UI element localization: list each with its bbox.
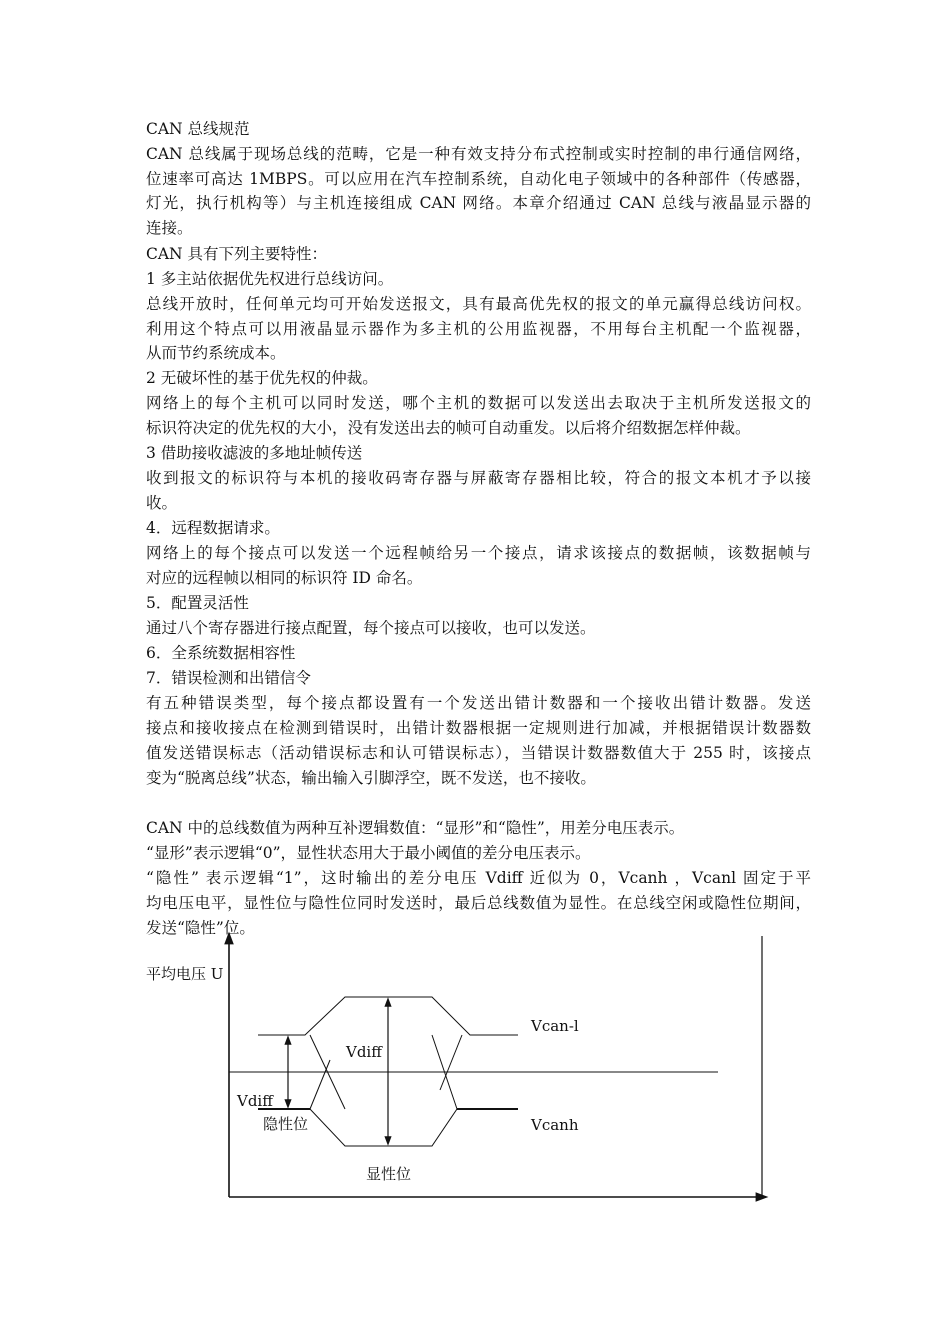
paragraph-line: 接点和接收接点在检测到错误时，出错计数器根据一定规则进行加减，并根据错误计数器数 <box>146 719 811 737</box>
paragraph-line: 从而节约系统成本。 <box>146 344 286 362</box>
paragraph-line: CAN 总线属于现场总线的范畴，它是一种有效支持分布式控制或实时控制的串行通信网络， <box>146 145 811 163</box>
list-item-heading: 5．配置灵活性 <box>146 594 249 612</box>
vcan-h-label: Vcanh <box>531 1116 579 1134</box>
section-heading: CAN 具有下列主要特性： <box>146 245 328 263</box>
paragraph-line: 灯光，执行机构等）与主机连接组成 CAN 网络。本章介绍通过 CAN 总线与液晶显示器的 <box>146 194 811 212</box>
list-item-heading: 1 多主站依据优先权进行总线访问。 <box>146 270 394 288</box>
paragraph-line: 连接。 <box>146 219 193 237</box>
paragraph-line: “显形”表示逻辑“0”，显性状态用大于最小阈值的差分电压表示。 <box>146 844 591 862</box>
vdiff-dominant-label: Vdiff <box>346 1043 382 1061</box>
paragraph-line: 值发送错误标志（活动错误标志和认可错误标志），当错误计数器数值大于 255 时，该接点 <box>146 744 811 762</box>
paragraph-line: 位速率可高达 1MBPS。可以应用在汽车控制系统，自动化电子领域中的各种部件（传感器， <box>146 170 811 188</box>
paragraph-line: 网络上的每个接点可以发送一个远程帧给另一个接点，请求该接点的数据帧，该数据帧与 <box>146 544 811 562</box>
transition-line <box>310 1060 330 1109</box>
paragraph-line: 标识符决定的优先权的大小，没有发送出去的帧可自动重发。以后将介绍数据怎样仲裁。 <box>146 419 751 437</box>
list-item-heading: 4．远程数据请求。 <box>146 519 280 537</box>
paragraph-line: 发送“隐性”位。 <box>146 919 255 937</box>
transition-line <box>440 1035 462 1090</box>
y-axis-label: 平均电压 U <box>146 965 224 983</box>
paragraph-line: 收。 <box>146 494 178 512</box>
recessive-bit-label: 隐性位 <box>263 1115 309 1133</box>
list-item-heading: 7．错误检测和出错信令 <box>146 669 311 687</box>
paragraph-line: 对应的远程帧以相同的标识符 ID 命名。 <box>146 569 423 587</box>
list-item-heading: 6．全系统数据相容性 <box>146 644 296 662</box>
paragraph-line: 变为“脱离总线”状态，输出输入引脚浮空，既不发送，也不接收。 <box>146 769 596 787</box>
list-item-heading: 2 无破坏性的基于优先权的仲裁。 <box>146 369 378 387</box>
paragraph-line: 收到报文的标识符与本机的接收码寄存器与屏蔽寄存器相比较，符合的报文本机才予以接 <box>146 469 811 487</box>
list-item-heading: 3 借助接收滤波的多地址帧传送 <box>146 444 363 462</box>
paragraph-line: 均电压电平，显性位与隐性位同时发送时，最后总线数值为显性。在总线空闲或隐性位期间， <box>146 894 811 912</box>
vdiff-recessive-label: Vdiff <box>237 1092 273 1110</box>
vcan-l-label: Vcan-l <box>531 1017 579 1035</box>
paragraph-line: 利用这个特点可以用液晶显示器作为多主机的公用监视器，不用每台主机配一个监视器， <box>146 320 811 338</box>
doc-title: CAN 总线规范 <box>146 120 250 138</box>
dominant-bit-label: 显性位 <box>366 1165 412 1183</box>
paragraph-line: CAN 中的总线数值为两种互补逻辑数值：“显形”和“隐性”，用差分电压表示。 <box>146 819 685 837</box>
paragraph-line: 总线开放时，任何单元均可开始发送报文，具有最高优先权的报文的单元赢得总线访问权。 <box>146 295 811 313</box>
paragraph-line: “隐性” 表示逻辑“1”，这时输出的差分电压 Vdiff 近似为 0，Vcanh ，Vcanl 固定于平 <box>146 869 811 887</box>
paragraph-line: 有五种错误类型，每个接点都设置有一个发送出错计数器和一个接收出错计数器。发送 <box>146 694 811 712</box>
paragraph-line: 网络上的每个主机可以同时发送，哪个主机的数据可以发送出去取决于主机所发送报文的 <box>146 394 811 412</box>
paragraph-line: 通过八个寄存器进行接点配置，每个接点可以接收，也可以发送。 <box>146 619 596 637</box>
